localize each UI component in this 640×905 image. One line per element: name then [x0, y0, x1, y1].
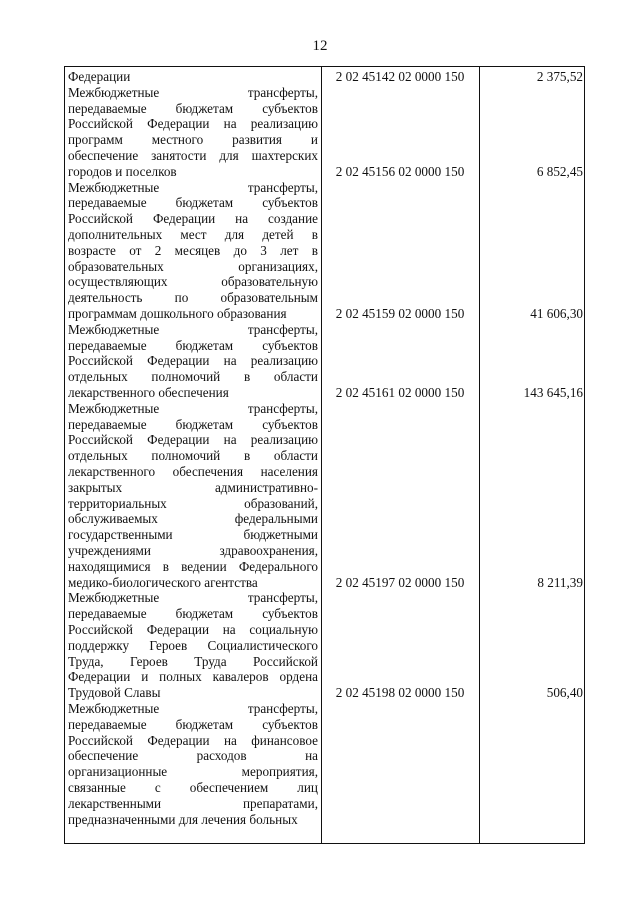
description-line: организационные мероприятия,: [68, 764, 318, 780]
column-divider: [321, 67, 322, 843]
description-line: деятельность по образовательным: [68, 290, 318, 306]
page-number: 12: [312, 38, 328, 54]
description-line: территориальных образований,: [68, 495, 318, 511]
amount-value: 8 211,39: [537, 574, 583, 590]
amount-value: 6 852,45: [536, 163, 583, 179]
budget-table: [64, 66, 585, 844]
description-line: учреждениями здравоохранения,: [68, 542, 318, 558]
description-line: Российской Федерации на реализацию: [68, 116, 318, 132]
description-line: Межбюджетные трансферты,: [68, 400, 318, 416]
description-line: Межбюджетные трансферты,: [68, 701, 318, 716]
row-description: [68, 701, 318, 827]
description-line: программ местного развития и: [68, 132, 318, 148]
row-description: [68, 590, 318, 701]
description-line: образовательных организациях,: [68, 258, 318, 274]
description-line: дополнительных мест для детей в: [68, 226, 318, 242]
budget-code: 2 02 45197 02 0000 150: [335, 574, 465, 590]
description-line: Межбюджетные трансферты,: [68, 321, 318, 337]
budget-code: 2 02 45142 02 0000 150: [335, 69, 465, 84]
amount-value: 143 645,16: [523, 385, 583, 400]
description-line: Российской Федерации на создание: [68, 211, 318, 227]
description-line: отдельных полномочий в области: [68, 448, 318, 464]
description-line: передаваемые бюджетам субъектов: [68, 716, 318, 732]
amount-value: 506,40: [546, 685, 583, 701]
description-line: лекарственного обеспечения: [68, 384, 229, 400]
description-line: передаваемые бюджетам субъектов: [68, 416, 318, 432]
budget-code: 2 02 45156 02 0000 150: [335, 163, 465, 179]
amount-value: 41 606,30: [530, 306, 583, 321]
row-description: [68, 180, 318, 322]
description-line: отдельных полномочий в области: [68, 369, 318, 385]
description-line: передаваемые бюджетам субъектов: [68, 606, 318, 622]
description-line: Межбюджетные трансферты,: [68, 84, 318, 100]
description-line: возрасте от 2 месяцев до 3 лет в: [68, 242, 318, 258]
column-divider: [479, 67, 480, 843]
description-line: Российской Федерации на реализацию: [68, 353, 318, 369]
description-line: Российской Федерации на реализацию: [68, 432, 318, 448]
description-line: Федерации: [68, 69, 131, 84]
description-line: Межбюджетные трансферты,: [68, 590, 318, 606]
budget-code: 2 02 45198 02 0000 150: [335, 685, 465, 701]
description-line: обеспечение занятости для шахтерских: [68, 147, 318, 163]
description-line: Трудовой Славы: [68, 685, 161, 701]
description-line: закрытых административно-: [68, 479, 318, 495]
description-line: передаваемые бюджетам субъектов: [68, 100, 318, 116]
description-line: Российской Федерации на социальную: [68, 621, 318, 637]
description-line: обслуживаемых федеральными: [68, 511, 318, 527]
description-line: Федерации и полных кавалеров ордена: [68, 669, 318, 685]
description-line: Российской Федерации на финансовое: [68, 732, 318, 748]
description-line: лекарственными препаратами,: [68, 795, 318, 811]
budget-code: 2 02 45161 02 0000 150: [335, 385, 465, 400]
description-line: поддержку Героев Социалистического: [68, 637, 318, 653]
description-line: передаваемые бюджетам субъектов: [68, 337, 318, 353]
description-line: Труда, Героев Труда Российской: [68, 653, 318, 669]
description-line: городов и поселков: [68, 163, 177, 179]
description-line: предназначенными для лечения больных: [68, 811, 298, 827]
description-line: лекарственного обеспечения населения: [68, 463, 318, 479]
description-line: медико-биологического агентства: [68, 574, 258, 590]
description-line: находящимися в ведении Федерального: [68, 558, 318, 574]
description-line: осуществляющих образовательную: [68, 274, 318, 290]
budget-code: 2 02 45159 02 0000 150: [335, 306, 465, 321]
description-line: связанные с обеспечением лиц: [68, 779, 318, 795]
row-description: [68, 69, 318, 85]
description-line: государственными бюджетными: [68, 527, 318, 543]
description-line: программам дошкольного образования: [68, 305, 287, 321]
description-line: обеспечение расходов на: [68, 748, 318, 764]
description-line: Межбюджетные трансферты,: [68, 179, 318, 195]
row-description: [68, 85, 318, 180]
description-line: передаваемые бюджетам субъектов: [68, 195, 318, 211]
row-description: [68, 401, 318, 591]
row-description: [68, 322, 318, 401]
amount-value: 2 375,52: [536, 69, 583, 84]
